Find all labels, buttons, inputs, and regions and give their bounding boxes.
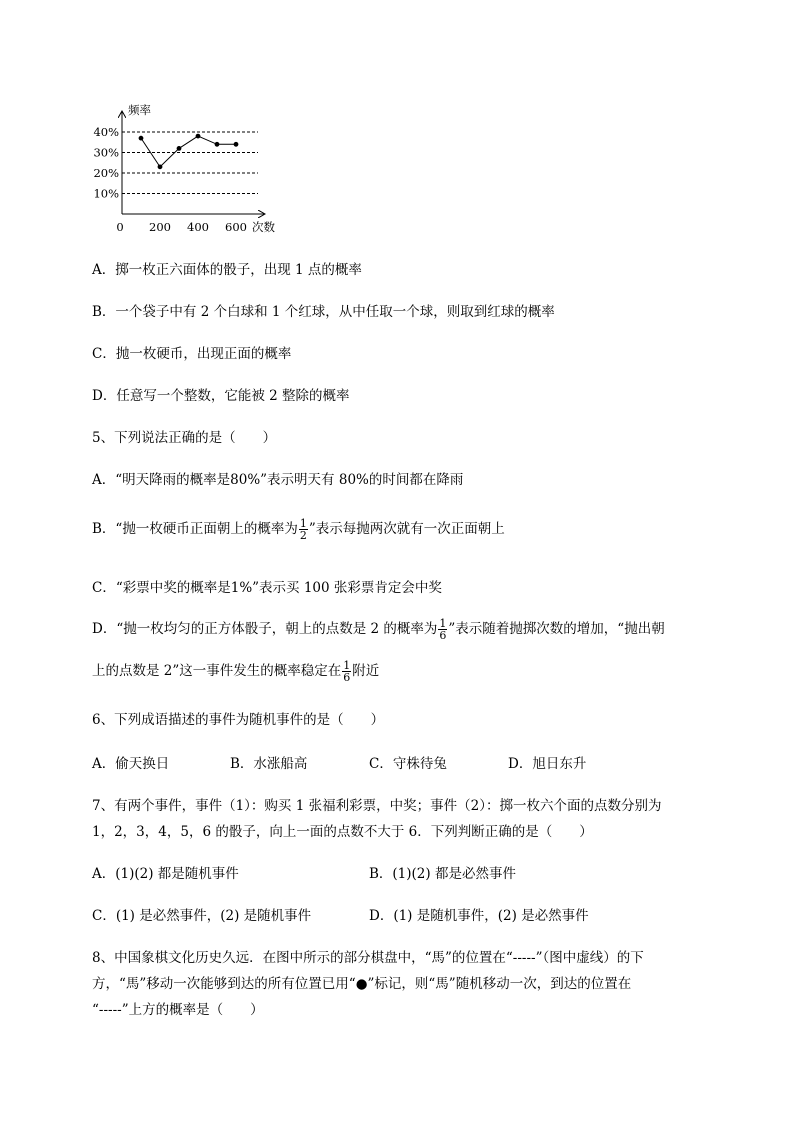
q5-option-b-pre: B．“抛一枚硬币正面朝上的概率为: [92, 521, 298, 537]
fraction-one-sixth: $\frac{1}{6}$: [439, 617, 447, 642]
q6-option-c: C．守株待兔: [369, 756, 447, 772]
y-tick-label: 30%: [93, 145, 119, 160]
data-point: [234, 142, 239, 147]
q5-stem: 5、下列说法正确的是（ ）: [92, 430, 277, 446]
q8-stem-line3: “-----”上方的概率是（ ）: [92, 1002, 264, 1018]
y-axis-label: 频率: [128, 103, 151, 117]
q7-option-a: A．(1)(2) 都是随机事件: [92, 866, 239, 882]
y-tick-label: 40%: [93, 125, 119, 139]
data-point: [215, 142, 220, 147]
q7-option-d: D．(1) 是随机事件，(2) 是必然事件: [369, 908, 589, 924]
q5-option-b-post: ”表示每抛两次就有一次正面朝上: [308, 521, 505, 537]
data-point: [139, 136, 144, 141]
x-tick-labels: [116, 220, 247, 234]
q6-stem: 6、下列成语描述的事件为随机事件的是（ ）: [92, 712, 385, 728]
q5-option-d-pre: D．“抛一枚均匀的正方体骰子，朝上的点数是 2 的概率为: [92, 621, 438, 637]
x-tick-label: 600: [225, 220, 247, 234]
frequency-chart: [88, 100, 318, 240]
x-tick-label: 200: [149, 220, 171, 234]
q5-option-d-line2: [92, 660, 379, 683]
series-line: [141, 136, 236, 167]
x-axis-label: 次数: [252, 220, 275, 234]
fraction-one-sixth-2: $\frac{1}{6}$: [343, 659, 351, 684]
q7-stem-line2: 1，2，3，4，5，6 的骰子，向上一面的点数不大于 6．下列判断正确的是（ ）: [92, 824, 593, 840]
y-tick-label: 20%: [93, 166, 119, 180]
q6-option-d: D．旭日东升: [508, 756, 587, 772]
q5-option-a: A．“明天降雨的概率是80%”表示明天有 80%的时间都在降雨: [92, 472, 464, 488]
y-tick-label: 10%: [93, 186, 119, 201]
data-point: [177, 146, 182, 151]
q5-option-c: C．“彩票中奖的概率是1%”表示买 100 张彩票肯定会中奖: [92, 580, 442, 596]
q6-option-b: B．水涨船高: [230, 756, 308, 772]
q7-option-b: B．(1)(2) 都是必然事件: [369, 866, 516, 882]
q5-option-d: [92, 618, 665, 641]
q5-option-d2-pre: 上的点数是 2”这一事件发生的概率稳定在: [92, 663, 342, 679]
data-point: [158, 164, 163, 169]
q8-stem-line2: 方，“馬”移动一次能够到达的所有位置已用“●”标记，则“馬”随机移动一次，到达的位置在: [92, 976, 632, 992]
q6-option-a: A．偷天换日: [92, 756, 170, 772]
q7-stem-line1: 7、有两个事件，事件（1）：购买 1 张福利彩票，中奖；事件（2）：掷一枚六个面的点数分别为: [92, 798, 662, 814]
data-points: [139, 134, 239, 170]
q4-option-b: B．一个袋子中有 2 个白球和 1 个红球，从中任取一个球，则取到红球的概率: [92, 304, 555, 320]
q4-option-a: A．掷一枚正六面体的骰子，出现 1 点的概率: [92, 262, 362, 278]
x-tick-label: 0: [116, 220, 124, 234]
q7-option-c: C．(1) 是必然事件，(2) 是随机事件: [92, 908, 312, 924]
fraction-one-half: $\frac{1}{2}$: [299, 517, 307, 542]
q5-option-d2-post: 附近: [352, 663, 380, 679]
y-tick-labels: [93, 125, 119, 201]
q4-option-d: D．任意写一个整数，它能被 2 整除的概率: [92, 388, 350, 404]
q8-stem-line1: 8、中国象棋文化历史久远．在图中所示的部分棋盘中，“馬”的位置在“-----”（图中虚线）的下: [92, 950, 644, 966]
data-point: [196, 134, 201, 139]
q5-option-d-post: ”表示随着抛掷次数的增加，“抛出朝: [448, 621, 665, 637]
q5-option-b: [92, 518, 505, 541]
x-tick-label: 400: [187, 220, 209, 234]
q4-option-c: C．抛一枚硬币，出现正面的概率: [92, 346, 292, 362]
